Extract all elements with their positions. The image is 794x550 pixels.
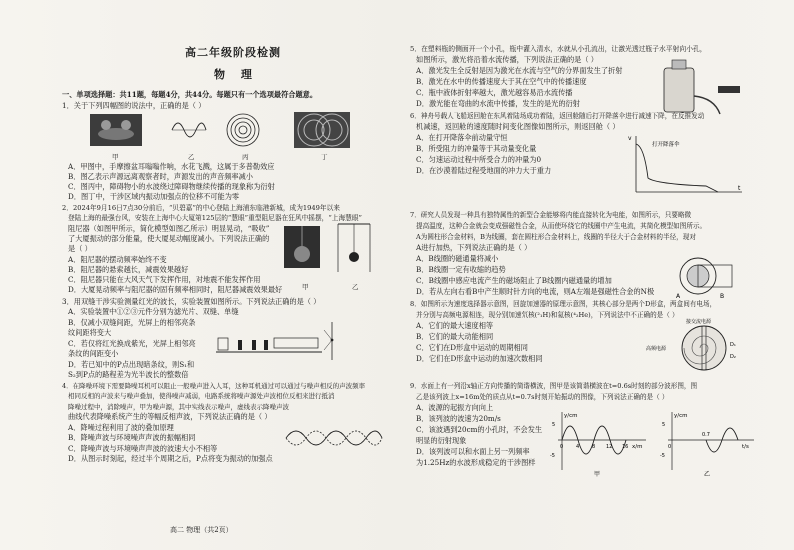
section-heading: 一、单项选择题：共11题，每题4分，共44分。每题只有一个选项最符合题意。	[62, 90, 318, 99]
q1-caption-ding: 丁	[321, 153, 328, 161]
q9-g2-ytick-5: 5	[662, 422, 666, 428]
q3-option-a: A．实验装置中①②③元件分别为滤光片、双缝、单缝	[68, 307, 239, 316]
q5-option-a: A．激光发生全反射是因为激光在水流与空气的分界面发生了折射	[416, 66, 623, 75]
q9-g1-xtick-0: 0	[560, 444, 564, 450]
q4-line-4: 曲线代表降噪系统产生的等幅反相声波，下列说法正确的是（ ）	[68, 412, 272, 421]
q4-option-d: D．从图示时刻起，经过半个周期之后，P点将变为振动的加强点	[68, 454, 273, 463]
q8-option-c: C．它们在D形盒中运动的周期相同	[416, 343, 528, 352]
q5-line-2: 如图所示，激光将沿着水流传播，下列说法正确的是（ ）	[416, 55, 598, 64]
subject-title: 物 理	[214, 68, 258, 81]
q2-caption-jia: 甲	[302, 283, 309, 291]
right-column	[410, 0, 762, 550]
q9-option-d-2: 为1.25Hz的水波形成稳定的干涉图样	[416, 458, 536, 467]
q9-g2-ytick-neg5: -5	[660, 453, 665, 459]
q1-figure-bing	[222, 112, 264, 148]
q1-photo-ding	[294, 112, 350, 148]
q5-bottle-laser-figure	[654, 58, 744, 116]
q8-cyclotron-figure	[646, 318, 756, 376]
q5-option-b: B．激光在水中的传播速度大于其在空气中的传播速度	[416, 77, 587, 86]
q3-option-d-2: S₂到P点的路程差为光半波长的整数倍	[68, 370, 189, 379]
q9-option-c-2: 明显的衍射现象	[416, 436, 467, 445]
q3-stem: 3．用双缝干涉实验测量红光的波长，实验装置如图所示。下列说法正确的是（ ）	[62, 297, 321, 306]
q1-stem: 1．关于下列四幅图的说法中，正确的是（ ）	[62, 101, 206, 110]
q9-g1-caption: 甲	[594, 471, 601, 478]
q8-option-b: B．它们的最大动能相同	[416, 332, 494, 341]
q6-line-2: 机减速，返回舱的速度随时间变化图像如图所示，则返回舱（ ）	[416, 122, 620, 131]
q9-g1-xtick-16: 16	[622, 444, 629, 450]
q7-option-c: C．B线圈中感应电流产生的磁场阻止了B线圈内磁通量的增加	[416, 276, 612, 285]
q4-option-c: C．降噪声波与环境噪声声波的波速大小不相等	[68, 444, 218, 453]
page-footer: 高二 物理（共2页）	[170, 526, 233, 534]
q9-g1-xtick-4: 4	[576, 444, 580, 450]
q8-line-2: 并分别与高频电源相连，现分别加速氘核(²₁H)和氦核(⁴₂He)，下列说法中不正确的是（ ）	[416, 311, 679, 319]
q6-graph-xlabel: t	[738, 185, 741, 192]
q2-model-diagram	[334, 222, 374, 274]
q9-g2-ylabel: y/cm	[674, 413, 688, 419]
q9-g2-caption: 乙	[704, 471, 711, 478]
q9-g2-xtick-0: 0	[668, 444, 672, 450]
q9-g1-ylabel: y/cm	[564, 413, 578, 419]
q6-velocity-time-graph	[626, 132, 746, 198]
q9-g2-xlabel: t/s	[742, 444, 749, 450]
q9-g1-ytick-neg5: -5	[550, 453, 555, 459]
q1-figure-yi	[170, 114, 208, 146]
q2-photo-damper	[284, 226, 320, 268]
q8-option-a: A．它们的最大速度相等	[416, 321, 494, 330]
q1-caption-bing: 丙	[242, 153, 249, 161]
q7-alloy-coil-figure	[672, 254, 742, 300]
q9-g1-xlabel: x/m	[632, 444, 643, 450]
q3-double-slit-apparatus	[212, 316, 362, 366]
q2-line-1: 2．2024年9月16日7点30分前后，“贝碧嘉”的中心登陆上海浦东临港新城，成为1949年以来	[62, 204, 340, 212]
q1-option-b: B．图乙表示声源远离观察者时，声源发出的声音频率减小	[68, 172, 253, 181]
q9-g1-ytick-5: 5	[552, 422, 556, 428]
q4-noise-wave-diagram	[284, 418, 384, 458]
q7-line-1: 7．研究人员发现一种具有独特属性的新型合金能够将内能直接转化为电能，如图所示，只要略微	[410, 211, 692, 219]
hands-basin-icon	[90, 114, 142, 146]
damper-ball-icon	[284, 226, 320, 268]
q7-label-a: A	[676, 293, 681, 300]
q7-line-4: A进行加热，下列说法正确的是（ ）	[416, 243, 532, 252]
q4-option-a: A．降噪过程利用了波的叠加原理	[68, 423, 174, 432]
q7-line-2: 提高温度，这种合金就会变成强磁性合金，从而使环绕它的线圈中产生电流，其简化模型如图所示。	[416, 222, 707, 230]
q2-line-5: 是（ ）	[68, 244, 92, 253]
q9-line-2: 乙是该列波上x=16m处的质点从t=0.7s时刻开始振动的图像，下列说法正确的是（ ）	[416, 393, 669, 401]
q6-option-b: B．所受阻力的冲量等于其动量变化量	[416, 144, 537, 153]
q6-option-d: D．在沙漠着陆过程受地面的冲力大于重力	[416, 166, 552, 175]
q8-label-d1: D₁	[730, 342, 736, 348]
q9-g1-xtick-12: 12	[606, 444, 613, 450]
q4-line-1: 4．在降噪环境下需要降噪耳机可以阻止一般噪声进入人耳，这种耳机通过可以通过与噪声相反的声波频率	[62, 382, 366, 390]
q2-option-a: A．阻尼器的摆动频率始终不变	[68, 255, 167, 264]
q8-label-ac: 接交流电源	[686, 319, 712, 325]
q8-option-d: D．它们在D形盒中运动的加速次数相同	[416, 354, 543, 363]
q6-line-1: 6．神舟号载人飞船返回舱在东风着陆场成功着陆，返回舱随后打开降落伞进行减速下降，在反推发动	[410, 112, 705, 120]
q4-line-2: 相同反相的声波来与噪声叠加，使得噪声减弱，电路系统将噪声源处声波相位反相来进行抵消	[68, 392, 335, 400]
q5-option-d: D．激光能在弯曲的水流中传播，发生的是光的衍射	[416, 99, 580, 108]
q9-option-b: B．该列波的波速为20m/s	[416, 414, 501, 423]
q9-line-1: 9．水面上有一列沿x轴正方向传播的简谐横波，图甲是该简谐横波在t=0.6s时刻的部分波形图，图	[410, 382, 698, 390]
q9-g2-xtick-07: 0.7	[702, 432, 710, 438]
q8-line-1: 8．如图所示为速度选择器示意图，回旋加速器的原理示意图，其核心部分是两个D形盒，两盒间有电场，	[410, 300, 717, 308]
q4-line-3: 降噪过程中，消除噪声，甲为噪声源，其中实线表示噪声，虚线表示降噪声波	[68, 403, 289, 411]
q3-option-c-1: C．若仅将红光换成紫光，光屏上相邻亮	[68, 339, 196, 348]
q3-option-b-2: 纹间距将变大	[68, 328, 112, 337]
q2-line-4: 了大厦振动的部分能量，使大厦晃动幅度减小。下列说法正确的	[68, 234, 270, 243]
interference-ripples-icon	[294, 112, 350, 148]
q6-graph-curve-label: 打开降落伞	[652, 142, 680, 148]
q9-g1-xtick-8: 8	[592, 444, 596, 450]
q1-option-c: C．图丙中，障碍物小的水波绕过障碍物继续传播的现象称为衍射	[68, 182, 275, 191]
q6-option-c: C．匀速运动过程中所受合力的冲量为0	[416, 155, 542, 164]
q9-option-c-1: C．该波遇到20cm的小孔时，不会发生	[416, 425, 543, 434]
q7-option-d: D．若从左向右看B中产生顺时针方向的电流，则A左端是强磁性合金的N极	[416, 287, 655, 296]
left-column	[62, 0, 398, 550]
q8-label-d2: D₂	[730, 354, 736, 360]
q7-label-b: B	[720, 293, 725, 300]
q2-option-b: B．阻尼器的悬索越长，减震效果越好	[68, 265, 189, 274]
q2-option-c: C．阻尼器只能在大风天气下发挥作用，对地震不能发挥作用	[68, 275, 261, 284]
q3-option-b-1: B．仅减小双缝间距，光屏上的相邻亮条	[68, 318, 196, 327]
q3-option-c-2: 条纹的间距变小	[68, 349, 119, 358]
q8-label-power: 高频电源	[646, 346, 667, 352]
q2-line-2: 登陆上海的最强台风，安装在上海中心大厦第125层的“慧眼”重型阻尼器在狂风中摇摆，“上海慧眼”	[68, 214, 362, 222]
q5-option-c: C．瓶中液体折射率越大，激光越容易沿水流传播	[416, 88, 573, 97]
q1-option-d: D．图丁中，干涉区域内振动加强点的位移不可能为零	[68, 192, 240, 201]
q9-vibration-graph-yi	[658, 410, 758, 480]
q1-photo-jia	[90, 114, 142, 146]
q7-option-a: A．B线圈的磁通量将减小	[416, 254, 499, 263]
q6-option-a: A．在打开降落伞前动量守恒	[416, 133, 508, 142]
q2-caption-yi: 乙	[352, 283, 359, 291]
q2-option-d: D．大厦晃动频率与阻尼器的固有频率相同时，阻尼器减震效果最好	[68, 285, 283, 294]
q1-caption-yi: 乙	[188, 153, 195, 161]
q2-line-3: 阻尼器（如图甲所示，简化模型如图乙所示）明显晃动，“吸收”	[68, 224, 270, 233]
q9-wave-graph-jia	[548, 410, 650, 480]
q1-caption-jia: 甲	[112, 153, 119, 161]
q1-option-a: A．甲图中，手摩擦盆耳嗡嗡作响，水花飞溅，这属于多普勒效应	[68, 162, 275, 171]
q9-option-d-1: D．该列波可以和水面上另一列频率	[416, 447, 530, 456]
q9-option-a: A．波源的起振方向向上	[416, 403, 494, 412]
q7-line-3: A为圆柱形合金材料，B为线圈，套在圆柱形合金材料上，线圈的半径大于合金材料的半径，现对	[416, 233, 696, 241]
q3-option-d-1: D．若已知中的P点出现暗条纹，则S₁和	[68, 360, 195, 369]
page-title: 高二年级阶段检测	[185, 46, 281, 59]
q4-option-b: B．降噪声波与环境噪声声波的振幅相同	[68, 433, 196, 442]
q6-graph-ylabel: v	[628, 135, 632, 142]
q7-option-b: B．B线圈一定有收缩的趋势	[416, 265, 506, 274]
q5-line-1: 5．在塑料瓶的侧面开一个小孔，瓶中灌入清水，水就从小孔流出，让激光透过瓶子水平射向小孔，	[410, 45, 707, 53]
